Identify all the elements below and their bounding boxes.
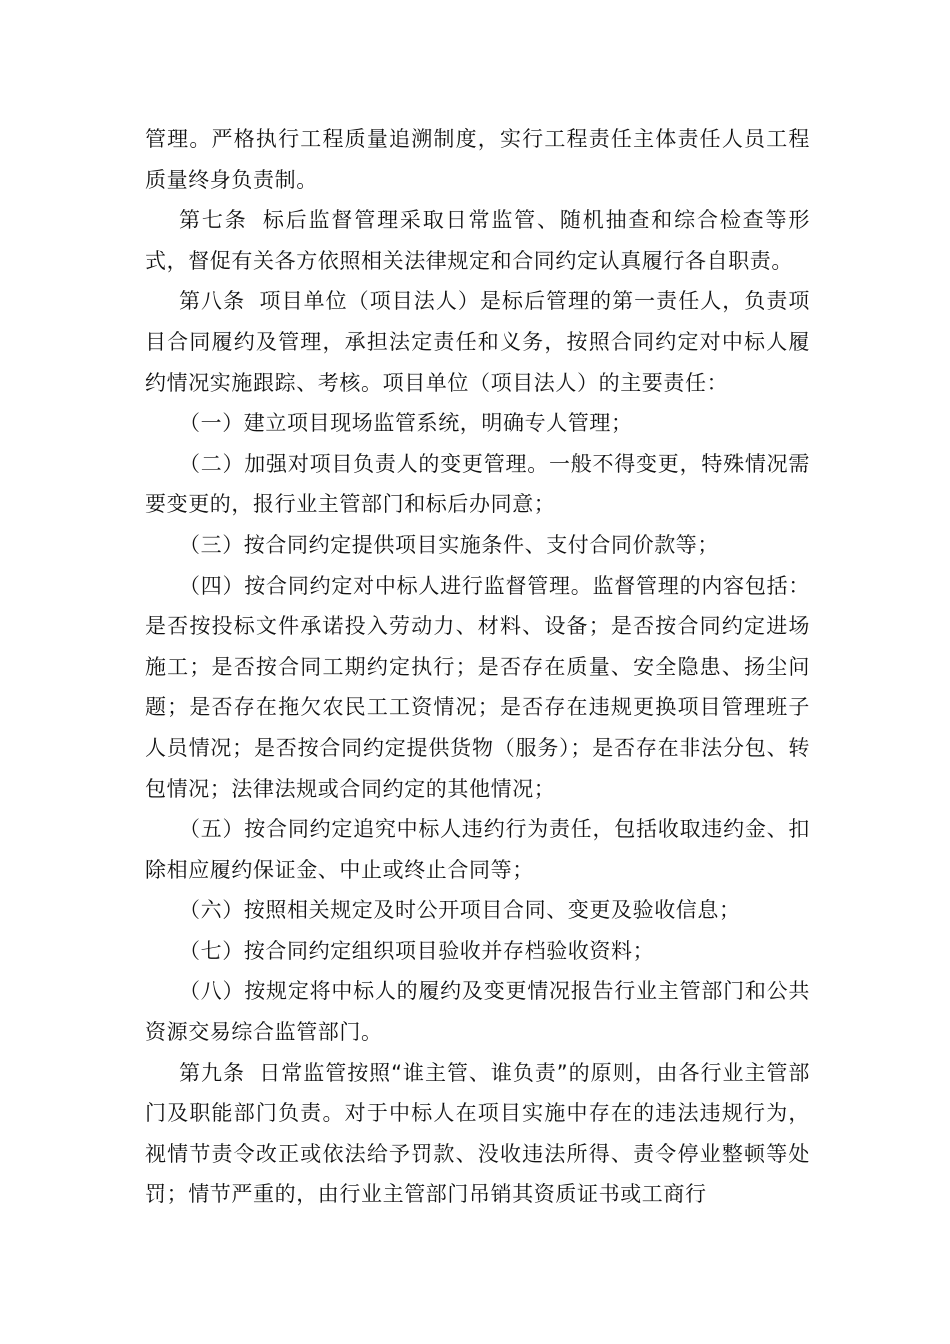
list-item-3 xyxy=(145,525,810,566)
article-number: 第八条 xyxy=(179,289,246,314)
article-text: 标后监督管理采取日常监管、随机抽查和综合检查等形式，督促有关各方依照相关法律规定和合同约定认真履行各自职责。 xyxy=(145,208,810,273)
paragraph-text: 管理。严格执行工程质量追溯制度，实行工程责任主体责任人员工程质量终身负责制。 xyxy=(145,127,810,192)
list-item-6 xyxy=(145,890,810,931)
article-7 xyxy=(145,200,810,281)
list-item-text: （四）按合同约定对中标人进行监督管理。监督管理的内容包括：是否按投标文件承诺投入劳动力、材料、设备；是否按合同约定进场施工；是否按合同工期约定执行；是否存在质量、安全隐患、扬尘问题；是否存在拖欠农民工工资情况；是否存在违规更换项目管理班子人员情况；是否按合同约定提供货物（服务）；是否存在非法分包、转包情况；法律法规或合同约定的其他情况； xyxy=(145,573,810,801)
list-item-2 xyxy=(145,444,810,525)
article-8 xyxy=(145,281,810,403)
article-number: 第七条 xyxy=(179,208,248,233)
list-item-text: （二）加强对项目负责人的变更管理。一般不得变更，特殊情况需要变更的，报行业主管部门和标后办同意； xyxy=(145,451,810,517)
article-text: 日常监管按照“谁主管、谁负责”的原则，由各行业主管部门及职能部门负责。对于中标人在项目实施中存在的违法违规行为，视情节责令改正或依法给予罚款、没收违法所得、责令停业整顿等处罚；情节严重的，由行业主管部门吊销其资质证书或工商行 xyxy=(145,1060,810,1207)
list-item-text: （五）按合同约定追究中标人违约行为责任，包括收取违约金、扣除相应履约保证金、中止或终止合同等； xyxy=(145,817,810,882)
document-body xyxy=(145,119,810,1215)
article-text: 项目单位（项目法人）是标后管理的第一责任人，负责项目合同履约及管理，承担法定责任和义务，按照合同约定对中标人履约情况实施跟踪、考核。项目单位（项目法人）的主要责任： xyxy=(145,289,810,395)
list-item-5 xyxy=(145,809,810,890)
list-item-1 xyxy=(145,403,810,444)
list-item-text: （三）按合同约定提供项目实施条件、支付合同价款等； xyxy=(179,532,719,557)
list-item-text: （六）按照相关规定及时公开项目合同、变更及验收信息； xyxy=(179,898,741,923)
list-item-4 xyxy=(145,566,810,810)
paragraph-continuation xyxy=(145,119,810,200)
article-9 xyxy=(145,1053,810,1215)
list-item-7 xyxy=(145,931,810,972)
list-item-text: （一）建立项目现场监管系统，明确专人管理； xyxy=(179,411,633,436)
list-item-8 xyxy=(145,971,810,1052)
list-item-text: （七）按合同约定组织项目验收并存档验收资料； xyxy=(179,938,655,963)
article-number: 第九条 xyxy=(179,1060,245,1085)
list-item-text: （八）按规定将中标人的履约及变更情况报告行业主管部门和公共资源交易综合监管部门。 xyxy=(145,979,810,1045)
